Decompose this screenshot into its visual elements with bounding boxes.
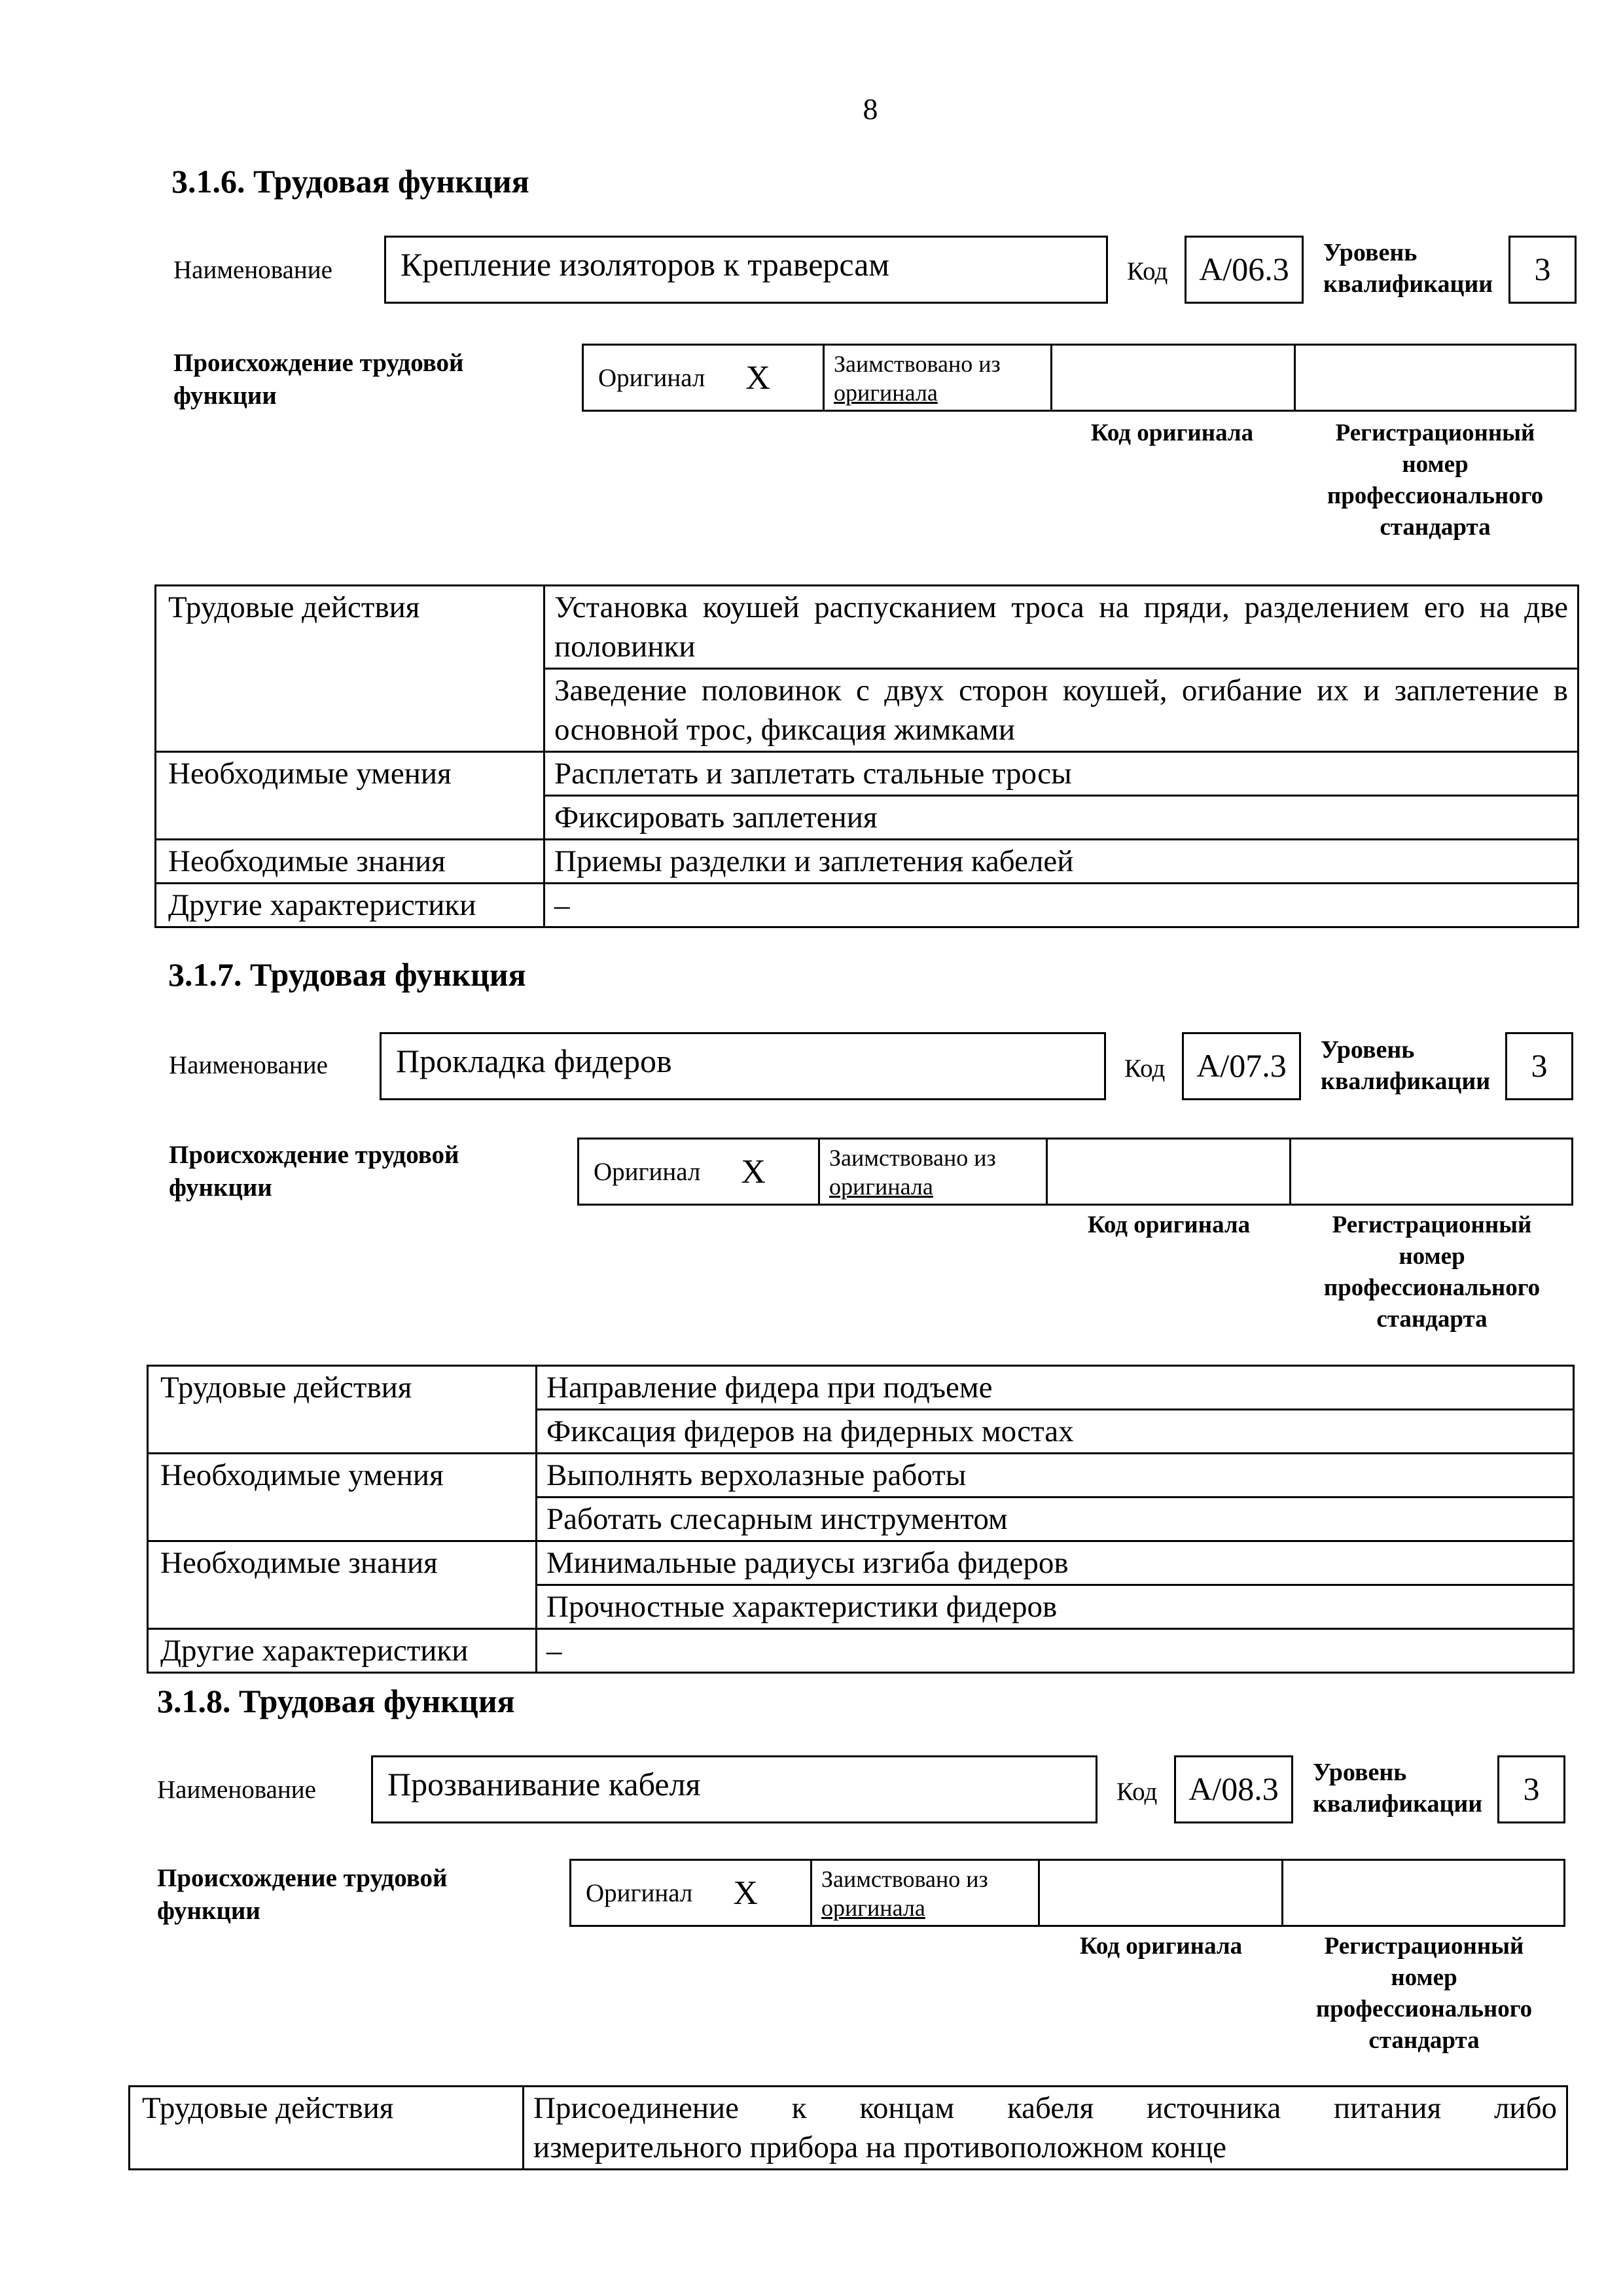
section-title-3-1-6: 3.1.6. Трудовая функция (171, 163, 529, 200)
reg-line1: Регистрационный (1335, 420, 1535, 446)
function-name-field: Прозванивание кабеля (371, 1755, 1097, 1823)
borrowed-line1: Заимствовано из (821, 1866, 988, 1892)
level-label (1323, 237, 1493, 300)
name-label: Наименование (169, 1051, 328, 1079)
reg-line1: Регистрационный (1332, 1211, 1532, 1238)
action-line2: измерительного прибора на противоположном конце (533, 2130, 1226, 2164)
origin-row (582, 344, 1577, 412)
knowledge-item: Прочностные характеристики фидеров (537, 1585, 1574, 1629)
original-code-cell (1052, 346, 1296, 410)
reg-line4: стандарта (1368, 2027, 1480, 2054)
code-original-caption: Код оригинала (1090, 420, 1254, 446)
level-label-line1: Уровень (1321, 1036, 1415, 1064)
original-label: Оригинал (598, 363, 705, 392)
reg-line2: номер (1399, 1243, 1465, 1270)
function-code: A/06.3 (1185, 236, 1304, 304)
function-details-table-3-1-7 (147, 1365, 1575, 1674)
reg-line4: стандарта (1380, 514, 1491, 541)
table-row (148, 1629, 1574, 1673)
origin-label-line2: функции (169, 1174, 272, 1202)
action-item: Заведение половинок с двух сторон коушей, огибание их и заплетение в основной трос, фиксация жимками (544, 669, 1578, 752)
level-label (1321, 1034, 1490, 1097)
function-code: A/08.3 (1174, 1755, 1293, 1823)
original-label: Оригинал (594, 1157, 701, 1186)
original-cell (571, 1861, 812, 1925)
skill-item: Работать слесарным инструментом (537, 1498, 1574, 1541)
registration-caption (1283, 1931, 1565, 2056)
other-value: – (544, 884, 1578, 927)
origin-label (157, 1862, 448, 1928)
action-line1: Присоединение к концам кабеля источника питания либо (533, 2091, 1557, 2125)
reg-line2: номер (1402, 451, 1469, 478)
registration-number-cell (1283, 1861, 1563, 1925)
function-name-field: Крепление изоляторов к траверсам (384, 236, 1108, 304)
section-title-3-1-7: 3.1.7. Трудовая функция (168, 956, 526, 993)
origin-label-line2: функции (173, 382, 277, 410)
borrowed-cell (820, 1139, 1048, 1204)
origin-label-line2: функции (157, 1897, 260, 1925)
registration-caption (1294, 418, 1577, 543)
original-cell (584, 346, 825, 410)
registration-number-cell (1296, 346, 1575, 410)
borrowed-line2: оригинала (821, 1895, 925, 1921)
function-name-field: Прокладка фидеров (380, 1032, 1106, 1100)
level-label-line2: квалификации (1313, 1790, 1483, 1818)
knowledge-item: Приемы разделки и заплетения кабелей (544, 840, 1578, 884)
code-label: Код (1124, 1054, 1166, 1083)
knowledge-label: Необходимые знания (148, 1541, 537, 1629)
function-code: A/07.3 (1182, 1032, 1301, 1100)
registration-number-cell (1291, 1139, 1571, 1204)
level-label-line1: Уровень (1313, 1759, 1407, 1786)
original-label: Оригинал (586, 1878, 693, 1907)
reg-line3: профессионального (1323, 1274, 1541, 1301)
function-details-table-3-1-8 (128, 2085, 1568, 2170)
skill-item: Фиксировать заплетения (544, 796, 1578, 840)
table-row (130, 2087, 1567, 2170)
name-label: Наименование (157, 1776, 316, 1804)
actions-label: Трудовые действия (130, 2087, 524, 2170)
skill-item: Расплетать и заплетать стальные тросы (544, 752, 1578, 796)
actions-label: Трудовые действия (156, 586, 544, 752)
reg-line1: Регистрационный (1324, 1933, 1524, 1960)
action-item (524, 2087, 1567, 2170)
code-label: Код (1116, 1778, 1158, 1806)
original-code-cell (1040, 1861, 1283, 1925)
action-item: Фиксация фидеров на фидерных мостах (537, 1410, 1574, 1454)
table-row (156, 586, 1578, 669)
name-label: Наименование (173, 256, 332, 284)
code-original-caption: Код оригинала (1079, 1933, 1243, 1960)
actions-label: Трудовые действия (148, 1366, 537, 1454)
page-number: 8 (863, 92, 878, 126)
origin-row (577, 1138, 1573, 1206)
table-row (156, 840, 1578, 884)
borrowed-line2: оригинала (834, 380, 938, 406)
table-row (156, 884, 1578, 927)
action-item: Направление фидера при подъеме (537, 1366, 1574, 1410)
original-mark: X (745, 359, 770, 397)
reg-line2: номер (1391, 1964, 1457, 1991)
borrowed-line1: Заимствовано из (834, 351, 1001, 377)
other-label: Другие характеристики (156, 884, 544, 927)
origin-label (169, 1139, 459, 1204)
origin-label-line1: Происхождение трудовой (157, 1864, 448, 1892)
reg-line3: профессионального (1315, 1996, 1533, 2022)
function-details-table-3-1-6 (154, 584, 1579, 928)
level-label-line2: квалификации (1321, 1067, 1491, 1095)
skills-label: Необходимые умения (156, 752, 544, 840)
borrowed-cell (812, 1861, 1040, 1925)
origin-label (173, 347, 464, 412)
action-item: Установка коушей распусканием троса на пряди, разделением его на две половинки (544, 586, 1578, 669)
original-mark: X (733, 1874, 758, 1912)
other-label: Другие характеристики (148, 1629, 537, 1673)
reg-line3: профессионального (1327, 482, 1544, 509)
original-code-cell (1048, 1139, 1291, 1204)
skill-item: Выполнять верхолазные работы (537, 1454, 1574, 1498)
original-mark: X (741, 1153, 766, 1191)
origin-row (569, 1859, 1565, 1927)
borrowed-line1: Заимствовано из (829, 1145, 996, 1171)
qualification-level: 3 (1508, 236, 1577, 304)
table-row (148, 1541, 1574, 1585)
code-original-caption: Код оригинала (1087, 1211, 1251, 1238)
qualification-level: 3 (1505, 1032, 1573, 1100)
level-label (1313, 1757, 1482, 1820)
level-label-line1: Уровень (1323, 239, 1418, 266)
level-label-line2: квалификации (1323, 270, 1493, 298)
registration-caption (1291, 1210, 1573, 1335)
table-row (148, 1366, 1574, 1410)
knowledge-item: Минимальные радиусы изгиба фидеров (537, 1541, 1574, 1585)
reg-line4: стандарта (1376, 1306, 1488, 1333)
origin-label-line1: Происхождение трудовой (173, 349, 464, 377)
section-title-3-1-8: 3.1.8. Трудовая функция (157, 1683, 515, 1719)
other-value: – (537, 1629, 1574, 1673)
knowledge-label: Необходимые знания (156, 840, 544, 884)
table-row (148, 1454, 1574, 1498)
code-label: Код (1127, 257, 1168, 285)
borrowed-cell (825, 346, 1052, 410)
skills-label: Необходимые умения (148, 1454, 537, 1541)
origin-label-line1: Происхождение трудовой (169, 1141, 459, 1169)
borrowed-line2: оригинала (829, 1174, 933, 1200)
table-row (156, 752, 1578, 796)
qualification-level: 3 (1497, 1755, 1565, 1823)
original-cell (579, 1139, 820, 1204)
